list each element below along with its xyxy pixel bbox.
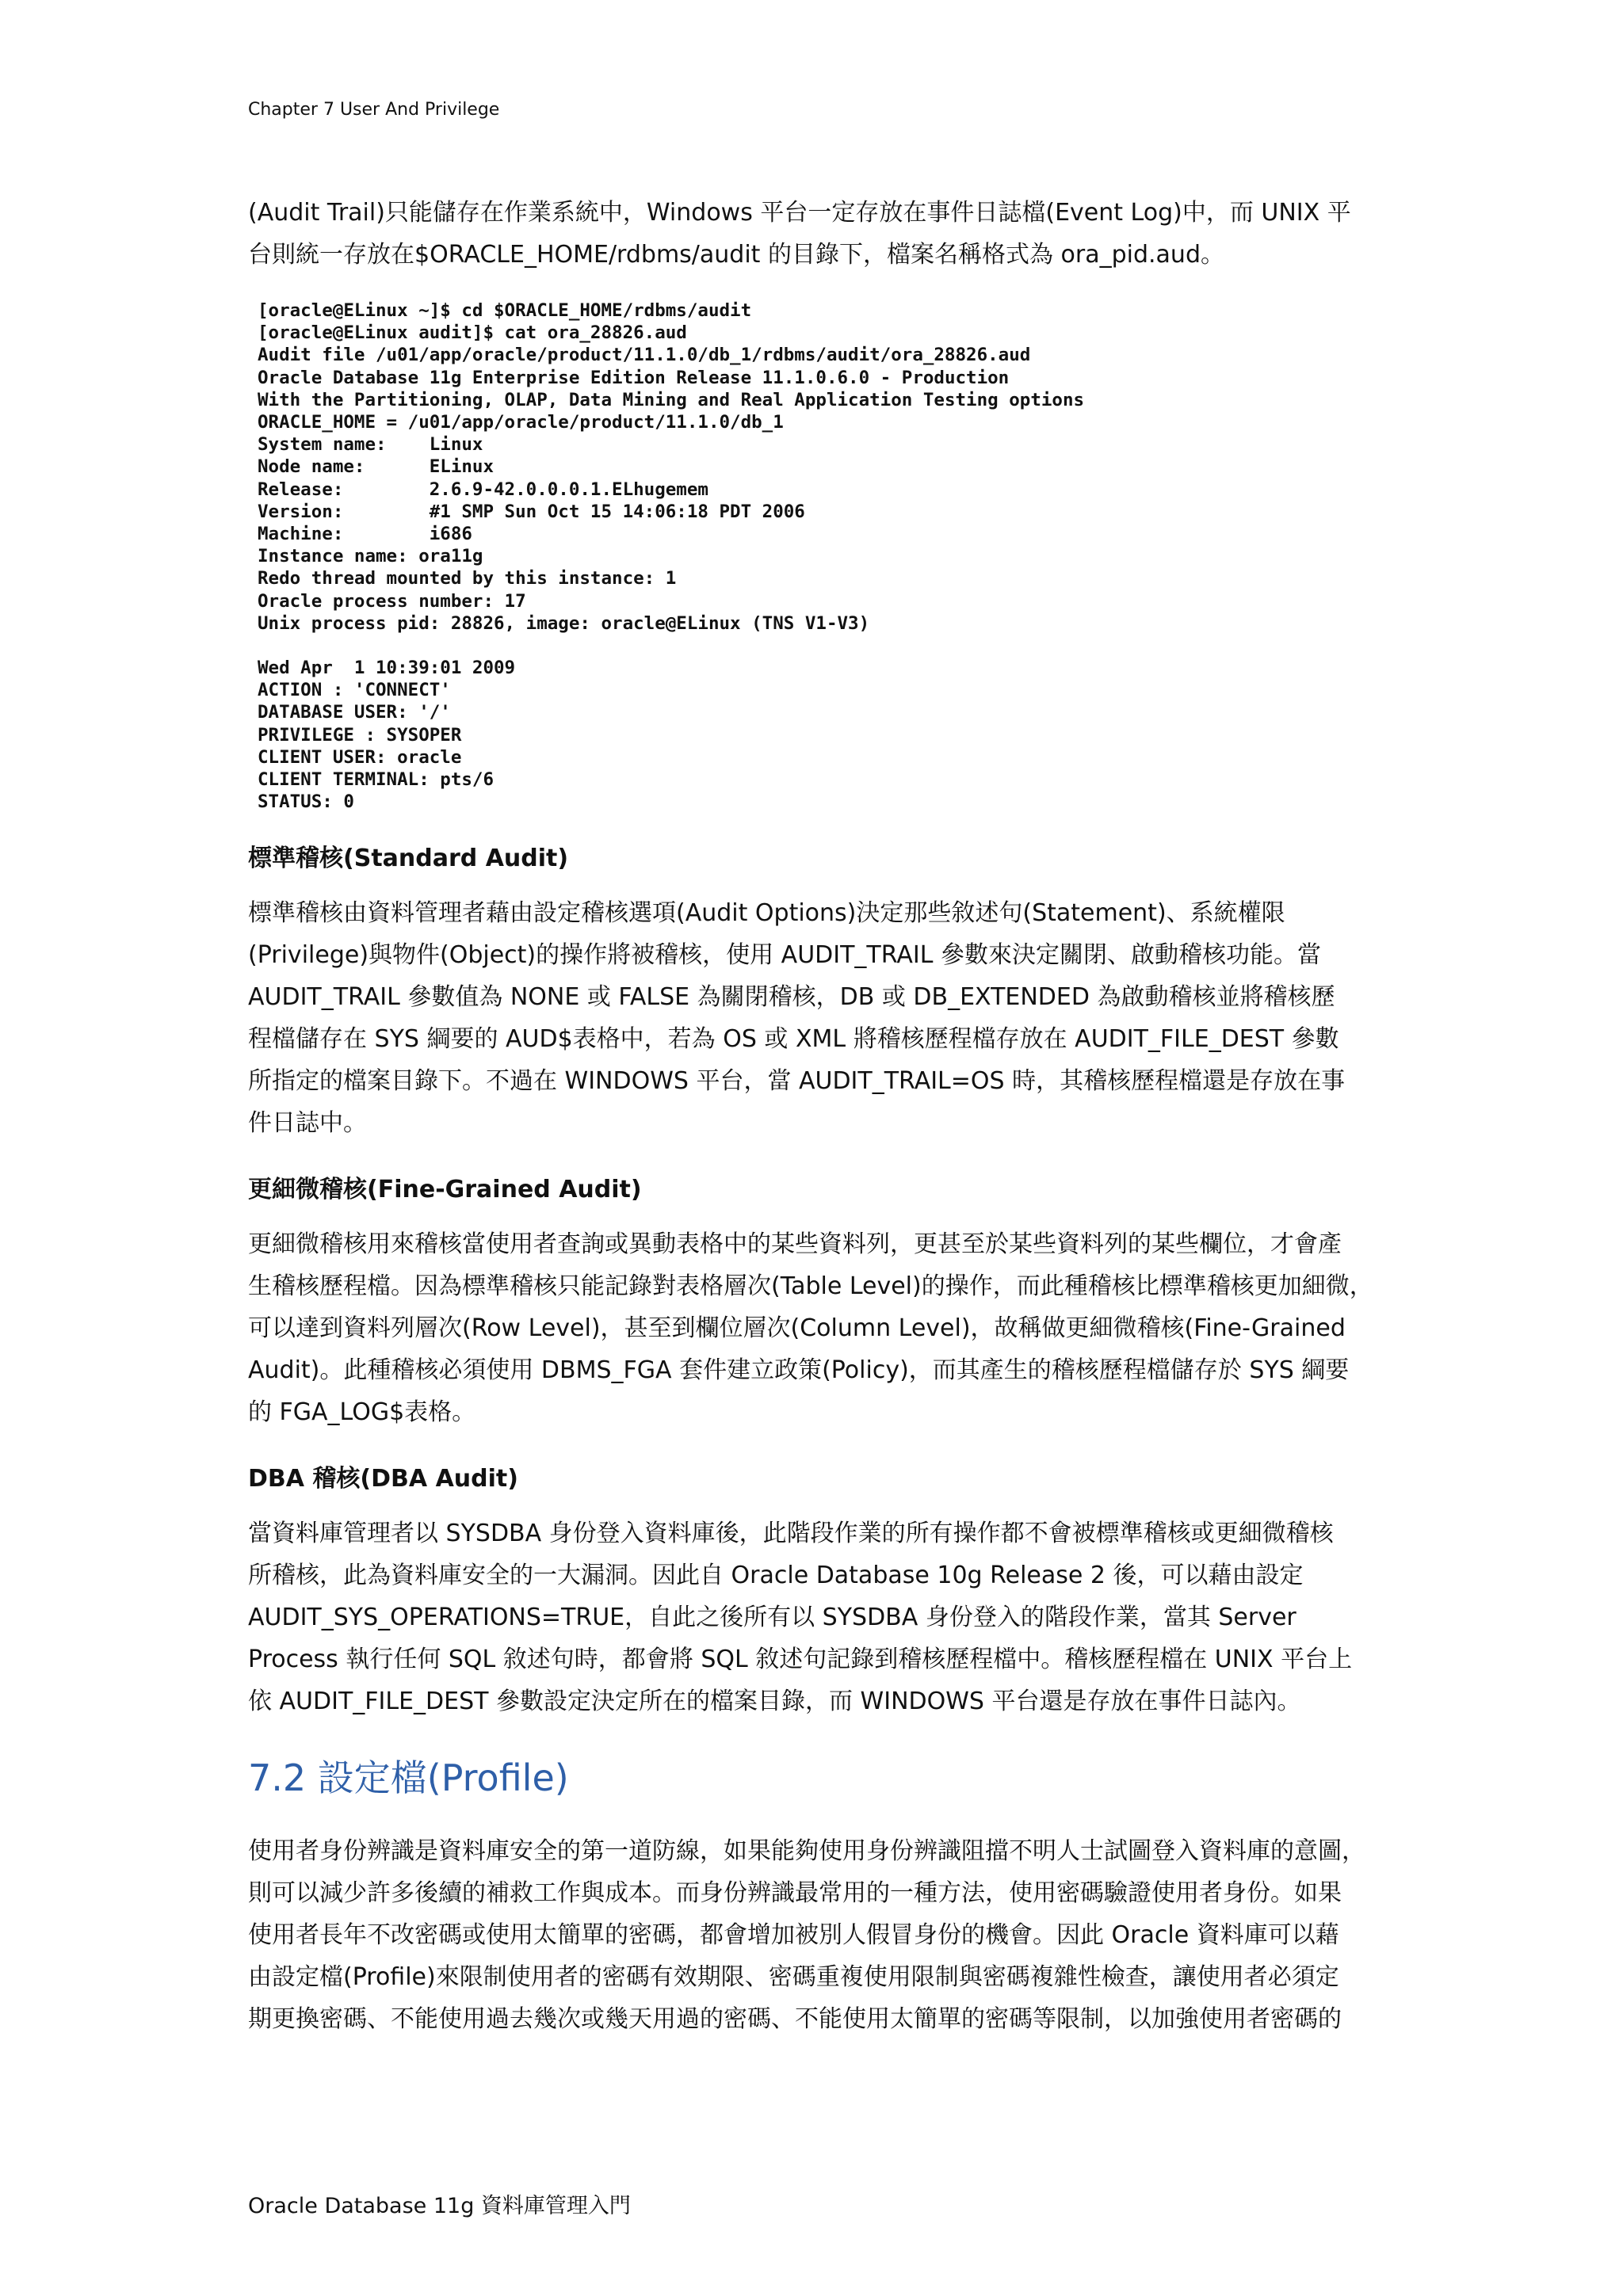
text-line: 依 AUDIT_FILE_DEST 參數設定決定所在的檔案目錄，而 WINDOWS 平台還是存放在事件日誌內。 [248,1688,1301,1716]
code-line: Redo thread mounted by this instance: 1 [258,568,677,589]
text-line: 的 FGA_LOG$表格。 [248,1398,476,1427]
text-line: 生稽核歷程檔。因為標準稽核只能記錄對表格層次(Table Level)的操作，而此種稽核比標準稽核更加細微， [248,1272,1373,1301]
text-line: Process 執行任何 SQL 敘述句時，都會將 SQL 敘述句記錄到稽核歷程檔中。稽核歷程檔在 UNIX 平台上 [248,1646,1353,1674]
text-line: AUDIT_SYS_OPERATIONS=TRUE，自此之後所有以 SYSDBA 身份登入的階段作業，當其 Server [248,1604,1296,1632]
fine-grained-audit-heading: 更細微稽核(Fine-Grained Audit) [248,1176,642,1204]
text-line: 台則統一存放在$ORACLE_HOME/rdbms/audit 的目錄下，檔案名稱格式為 ora_pid.aud。 [248,241,1224,269]
text-line: 使用者長年不改密碼或使用太簡單的密碼，都會增加被別人假冒身份的機會。因此 Oracle 資料庫可以藉 [248,1921,1339,1950]
code-line: Node name: ELinux [258,456,495,478]
code-line: With the Partitioning, OLAP, Data Mining and Real Application Testing options [258,389,1085,410]
code-line: PRIVILEGE : SYSOPER [258,724,462,746]
text-line: (Privilege)與物件(Object)的操作將被稽核，使用 AUDIT_TRAIL 參數來決定關閉、啟動稽核功能。當 [248,941,1321,970]
text-line: 期更換密碼、不能使用過去幾次或幾天用過的密碼、不能使用太簡單的密碼等限制，以加強使用者密碼的 [248,2005,1342,2034]
terminal-output [258,299,1413,813]
profile-paragraph [248,1830,1413,2040]
code-line: DATABASE USER: '/' [258,702,451,723]
standard-audit-heading: 標準稽核(Standard Audit) [248,845,569,873]
code-line: CLIENT USER: oracle [258,746,462,768]
text-line: 可以達到資料列層次(Row Level)，甚至到欄位層次(Column Level)，故稱做更細微稽核(Fine-Grained [248,1314,1346,1343]
code-line: Oracle Database 11g Enterprise Edition Release 11.1.0.6.0 - Production [258,367,1010,388]
section-title: 7.2 設定檔(Profile) [248,1756,569,1800]
page-content [248,192,1413,2040]
running-header: Chapter 7 User And Privilege [248,100,500,120]
code-line: CLIENT TERMINAL: pts/6 [258,769,495,791]
code-blank-line [258,635,1413,657]
code-line: Version: #1 SMP Sun Oct 15 14:06:18 PDT 2006 [258,501,805,522]
text-line: 件日誌中。 [248,1109,367,1138]
code-line: [oracle@ELinux ~]$ cd $ORACLE_HOME/rdbms/audit [258,300,752,321]
intro-paragraph [248,192,1413,276]
fine-grained-audit-paragraph [248,1223,1413,1433]
code-line: [oracle@ELinux audit]$ cat ora_28826.aud [258,322,687,344]
code-line: ACTION : 'CONNECT' [258,680,451,701]
dba-audit-heading: DBA 稽核(DBA Audit) [248,1465,518,1493]
text-line: 由設定檔(Profile)來限制使用者的密碼有效期限、密碼重複使用限制與密碼複雜性檢查，讓使用者必須定 [248,1963,1339,1992]
code-line: Wed Apr 1 10:39:01 2009 [258,658,516,679]
code-line: Instance name: ora11g [258,546,483,567]
text-line: 所指定的檔案目錄下。不過在 WINDOWS 平台，當 AUDIT_TRAIL=OS 時，其稽核歷程檔還是存放在事 [248,1067,1346,1096]
text-line: (Audit Trail)只能儲存在作業系統中，Windows 平台一定存放在事件日誌檔(Event Log)中，而 UNIX 平 [248,199,1351,227]
text-line: 程檔儲存在 SYS 綱要的 AUD$表格中，若為 OS 或 XML 將稽核歷程檔存放在 AUDIT_FILE_DEST 參數 [248,1025,1339,1054]
code-line: Unix process pid: 28826, image: oracle@ELinux (TNS V1-V3) [258,612,870,634]
text-line: 標準稽核由資料管理者藉由設定稽核選項(Audit Options)決定那些敘述句(Statement)、系統權限 [248,899,1285,928]
text-line: Audit)。此種稽核必須使用 DBMS_FGA 套件建立政策(Policy)，而其產生的稽核歷程檔儲存於 SYS 綱要 [248,1356,1350,1385]
text-line: 則可以減少許多後續的補救工作與成本。而身份辨識最常用的一種方法，使用密碼驗證使用者身份。如果 [248,1879,1342,1908]
code-line: Machine: i686 [258,524,472,545]
text-line: 使用者身份辨識是資料庫安全的第一道防線，如果能夠使用身份辨識阻擋不明人士試圖登入資料庫的意圖， [248,1837,1365,1866]
code-line: Audit file /u01/app/oracle/product/11.1.0/db_1/rdbms/audit/ora_28826.aud [258,345,1031,366]
text-line: 當資料庫管理者以 SYSDBA 身份登入資料庫後，此階段作業的所有操作都不會被標準稽核或更細微稽核 [248,1520,1334,1548]
text-line: 更細微稽核用來稽核當使用者查詢或異動表格中的某些資料列，更甚至於某些資料列的某些欄位，才會產 [248,1230,1342,1259]
code-line: Release: 2.6.9-42.0.0.0.1.ELhugemem [258,479,708,500]
text-line: 所稽核，此為資料庫安全的一大漏洞。因此自 Oracle Database 10g Release 2 後，可以藉由設定 [248,1562,1304,1590]
dba-audit-paragraph [248,1512,1413,1722]
running-footer: Oracle Database 11g 資料庫管理入門 [248,2194,631,2218]
code-line: ORACLE_HOME = /u01/app/oracle/product/11.1.0/db_1 [258,412,784,433]
code-line: System name: Linux [258,434,483,456]
text-line: AUDIT_TRAIL 參數值為 NONE 或 FALSE 為關閉稽核，DB 或 DB_EXTENDED 為啟動稽核並將稽核歷 [248,983,1335,1012]
code-line: Oracle process number: 17 [258,590,526,612]
standard-audit-paragraph [248,892,1413,1144]
code-line: STATUS: 0 [258,791,354,813]
